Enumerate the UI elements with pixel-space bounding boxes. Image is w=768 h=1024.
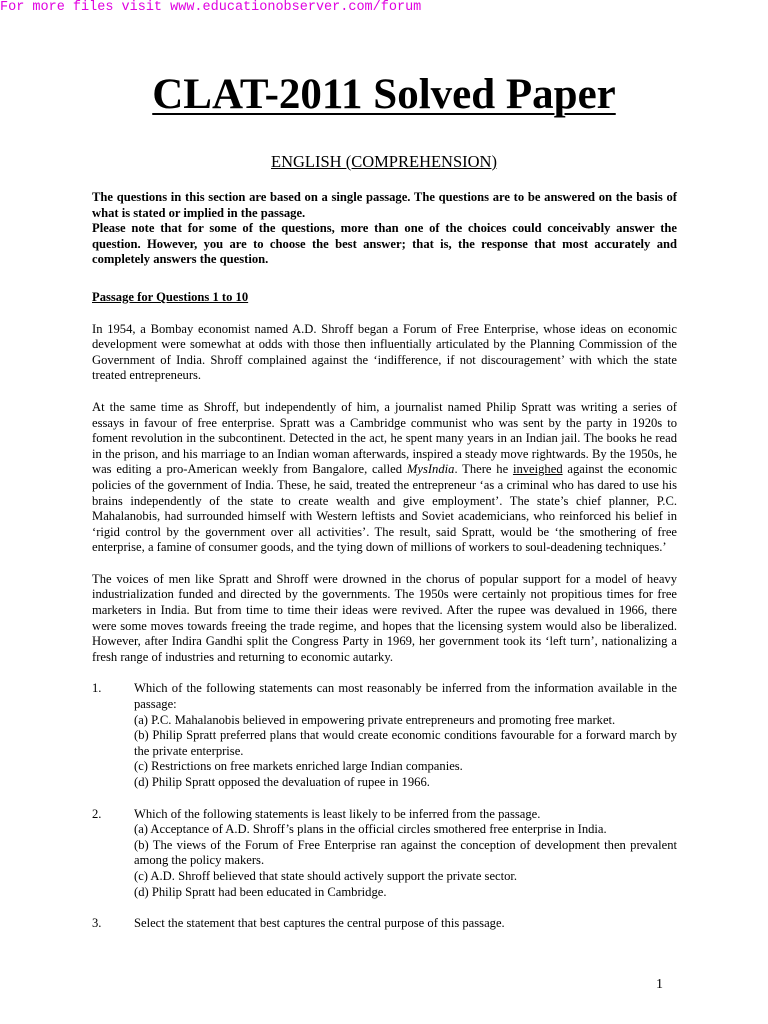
instructions bbox=[92, 190, 677, 268]
section-heading: ENGLISH (COMPREHENSION) bbox=[271, 152, 497, 171]
question-stem: Which of the following statements can most reasonably be inferred from the information available in the passage: bbox=[134, 681, 677, 712]
document-body bbox=[92, 190, 677, 932]
question-number: 2. bbox=[92, 806, 102, 821]
watermark: For more files visit www.educationobserver.com/forum bbox=[0, 0, 422, 15]
passage-paragraph-1: In 1954, a Bombay economist named A.D. Shroff began a Forum of Free Enterprise, whose ideas on economic development were somewhat at odds with those then influentially articulated by the Planning Commission of the Government of India. Shroff complained against the ‘indifference, if not discouragement’ with which the state treated entrepreneurs. bbox=[92, 321, 677, 383]
question-item bbox=[92, 916, 677, 932]
question-stem: Select the statement that best captures the central purpose of this passage. bbox=[134, 916, 505, 931]
answer-option: (a) Acceptance of A.D. Shroff’s plans in the official circles smothered free enterprise in India. bbox=[134, 822, 607, 837]
page-title: CLAT-2011 Solved Paper bbox=[152, 71, 616, 118]
question-body bbox=[134, 916, 677, 932]
passage-text: against the economic policies of the government of India. These, he said, treated the entrepreneur ‘as a criminal who has dared to use his brains independently of the state to create wealth and give employment’. The state’s chief planner, P.C. Mahalanobis, had surrounded himself with Western leftists and Soviet academicians, who reinforced his belief in ‘rigid control by the government over all activities’. The result, said Spratt, would be ‘the smothering of free enterprise, a famine of consumer goods, and the tying down of millions of workers to soul-deadening techniques.’ bbox=[92, 462, 677, 555]
instructions-line-1: The questions in this section are based on a single passage. The questions are to be answered on the basis of what is stated or implied in the passage. bbox=[92, 190, 677, 220]
question-item bbox=[92, 681, 677, 790]
publication-name: MysIndia bbox=[406, 462, 455, 477]
answer-option: (b) The views of the Forum of Free Enterprise ran against the conception of development then prevalent among the policy makers. bbox=[134, 837, 677, 868]
answer-option: (d) Philip Spratt opposed the devaluation of rupee in 1966. bbox=[134, 775, 430, 789]
underlined-word: inveighed bbox=[512, 462, 563, 477]
question-list bbox=[92, 681, 677, 931]
question-body bbox=[134, 807, 677, 901]
question-stem: Which of the following statements is least likely to be inferred from the passage. bbox=[134, 806, 541, 821]
answer-option: (c) Restrictions on free markets enriched large Indian companies. bbox=[134, 759, 463, 774]
passage-text: . There he bbox=[454, 462, 513, 477]
question-number: 1. bbox=[92, 681, 102, 696]
passage-paragraph-3: The voices of men like Spratt and Shroff were drowned in the chorus of popular support for a model of heavy industrialization funded and directed by the governments. The 1950s were certainly not propitious times for free marketers in India. But from time to time their ideas were revived. After the rupee was devalued in 1966, there were some moves towards freeing the trade regime, and hopes that the licensing system would also be liberalized. However, after Indira Gandhi split the Congress Party in 1969, her government took its ‘left turn’, nationalizing a fresh range of industries and returning to economic autarky. bbox=[92, 571, 677, 664]
question-item bbox=[92, 807, 677, 901]
answer-option: (c) A.D. Shroff believed that state should actively support the private sector. bbox=[134, 868, 518, 883]
question-number: 3. bbox=[92, 916, 102, 931]
question-body bbox=[134, 681, 677, 790]
answer-option: (b) Philip Spratt preferred plans that would create economic conditions favourable for a forward march by the private enterprise. bbox=[134, 728, 677, 758]
passage-title: Passage for Questions 1 to 10 bbox=[92, 289, 249, 304]
passage-text: At the same time as Shroff, but independently of him, a journalist named Philip Spratt was writing a series of essays in favour of free enterprise. Spratt was a Cambridge communist who was sent by the party in 1920s to foment revolution in the subcontinent. Detected in the act, he spent many years in an Indian jail. The books he read in the prison, and his marriage to an Indian woman afterwards, inspired a steady move rightwards. By the 1950s, he was editing a pro-American weekly from Bangalore, called bbox=[92, 399, 677, 477]
page-number: 1 bbox=[656, 977, 663, 992]
passage-paragraph-2 bbox=[92, 400, 677, 556]
answer-option: (a) P.C. Mahalanobis believed in empowering private entrepreneurs and promoting free market. bbox=[134, 712, 616, 727]
instructions-line-2: Please note that for some of the questions, more than one of the choices could conceivably answer the question. However, you are to choose the best answer; that is, the response that most accurately and completely answers the question. bbox=[92, 221, 677, 267]
answer-option: (d) Philip Spratt had been educated in Cambridge. bbox=[134, 884, 387, 899]
